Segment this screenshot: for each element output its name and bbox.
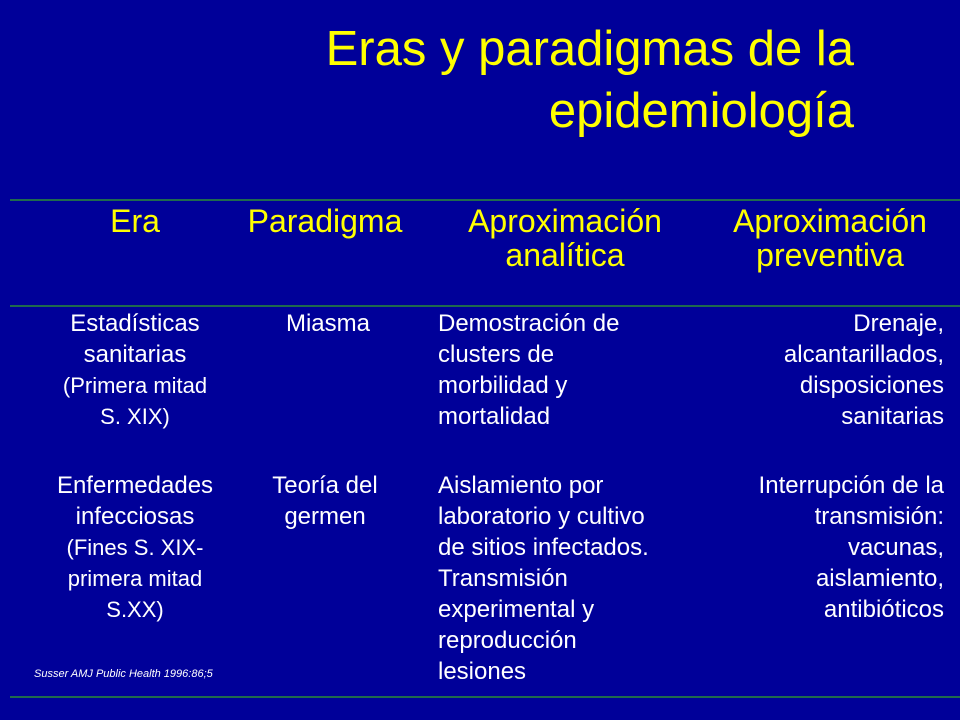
row-1-analitica-line: morbilidad y [438, 372, 568, 399]
row-2-analitica-line: laboratorio y cultivo [438, 503, 645, 530]
row-2-paradigma-line: germen [284, 503, 366, 530]
row-1-aproximacion-analitica [438, 308, 710, 432]
row-2-preventiva-line: Interrupción de la [758, 472, 944, 499]
header-aproximacion-analitica [430, 204, 700, 272]
header-preventiva-line-2: preventiva [756, 237, 904, 273]
table-top-rule [10, 199, 960, 201]
header-bottom-rule [10, 305, 960, 307]
row-2-analitica-line: reproducción [438, 627, 577, 654]
row-2-preventiva-line: aislamiento, [815, 565, 944, 592]
row-1-preventiva-line: disposiciones [799, 372, 944, 399]
row-2-preventiva-line: transmisión: [814, 503, 944, 530]
row-1-preventiva-line: sanitarias [841, 403, 944, 430]
header-era [20, 204, 250, 238]
title-line-1: Eras y paradigmas de la [325, 22, 854, 76]
row-1-paradigma [228, 308, 428, 339]
header-analitica-line-2: analítica [505, 237, 625, 273]
header-aproximacion-preventiva [705, 204, 955, 272]
row-2-era-date-line: (Fines S. XIX- [66, 535, 204, 560]
row-1-era-line: Estadísticas [70, 310, 200, 337]
row-1-analitica-line: mortalidad [438, 403, 551, 430]
row-2-analitica-line: lesiones [438, 658, 527, 685]
row-2-paradigma-line: Teoría del [272, 472, 378, 499]
row-1-era [20, 308, 250, 432]
row-1-paradigma-line: Miasma [285, 310, 370, 337]
row-2-analitica-line: experimental y [438, 596, 595, 623]
header-preventiva-line-1: Aproximación [733, 203, 927, 239]
citation: Susser AMJ Public Health 1996:86;5 [34, 668, 213, 680]
row-2-paradigma [225, 470, 425, 532]
row-1-aproximacion-preventiva [716, 308, 944, 432]
row-2-era-date-line: S.XX) [106, 597, 164, 622]
row-1-analitica-line: clusters de [438, 341, 555, 368]
row-1-era-date-line: S. XIX) [100, 404, 170, 429]
row-2-preventiva-line: antibióticos [823, 596, 944, 623]
row-2-analitica-line: Transmisión [438, 565, 568, 592]
header-era-label: Era [110, 203, 160, 239]
title-line-2: epidemiología [548, 84, 854, 138]
row-2-era-date-line: primera mitad [67, 566, 203, 591]
row-2-analitica-line: de sitios infectados. [438, 534, 649, 561]
row-1-era-date-line: (Primera mitad [62, 373, 208, 398]
row-2-era [20, 470, 250, 625]
table-bottom-rule [10, 696, 960, 698]
row-1-era-line: sanitarias [83, 341, 187, 368]
row-2-aproximacion-preventiva [716, 470, 944, 625]
row-1-analitica-line: Demostración de [438, 310, 620, 337]
row-1-preventiva-line: Drenaje, [853, 310, 944, 337]
header-analitica-line-1: Aproximación [468, 203, 662, 239]
row-2-preventiva-line: vacunas, [847, 534, 944, 561]
row-2-analitica-line: Aislamiento por [438, 472, 604, 499]
header-paradigma-label: Paradigma [247, 203, 403, 239]
slide-title [326, 18, 854, 142]
row-1-preventiva-line: alcantarillados, [783, 341, 944, 368]
row-2-era-line: Enfermedades [56, 472, 214, 499]
row-2-aproximacion-analitica [438, 470, 710, 687]
row-2-era-line: infecciosas [75, 503, 195, 530]
header-paradigma [225, 204, 425, 238]
